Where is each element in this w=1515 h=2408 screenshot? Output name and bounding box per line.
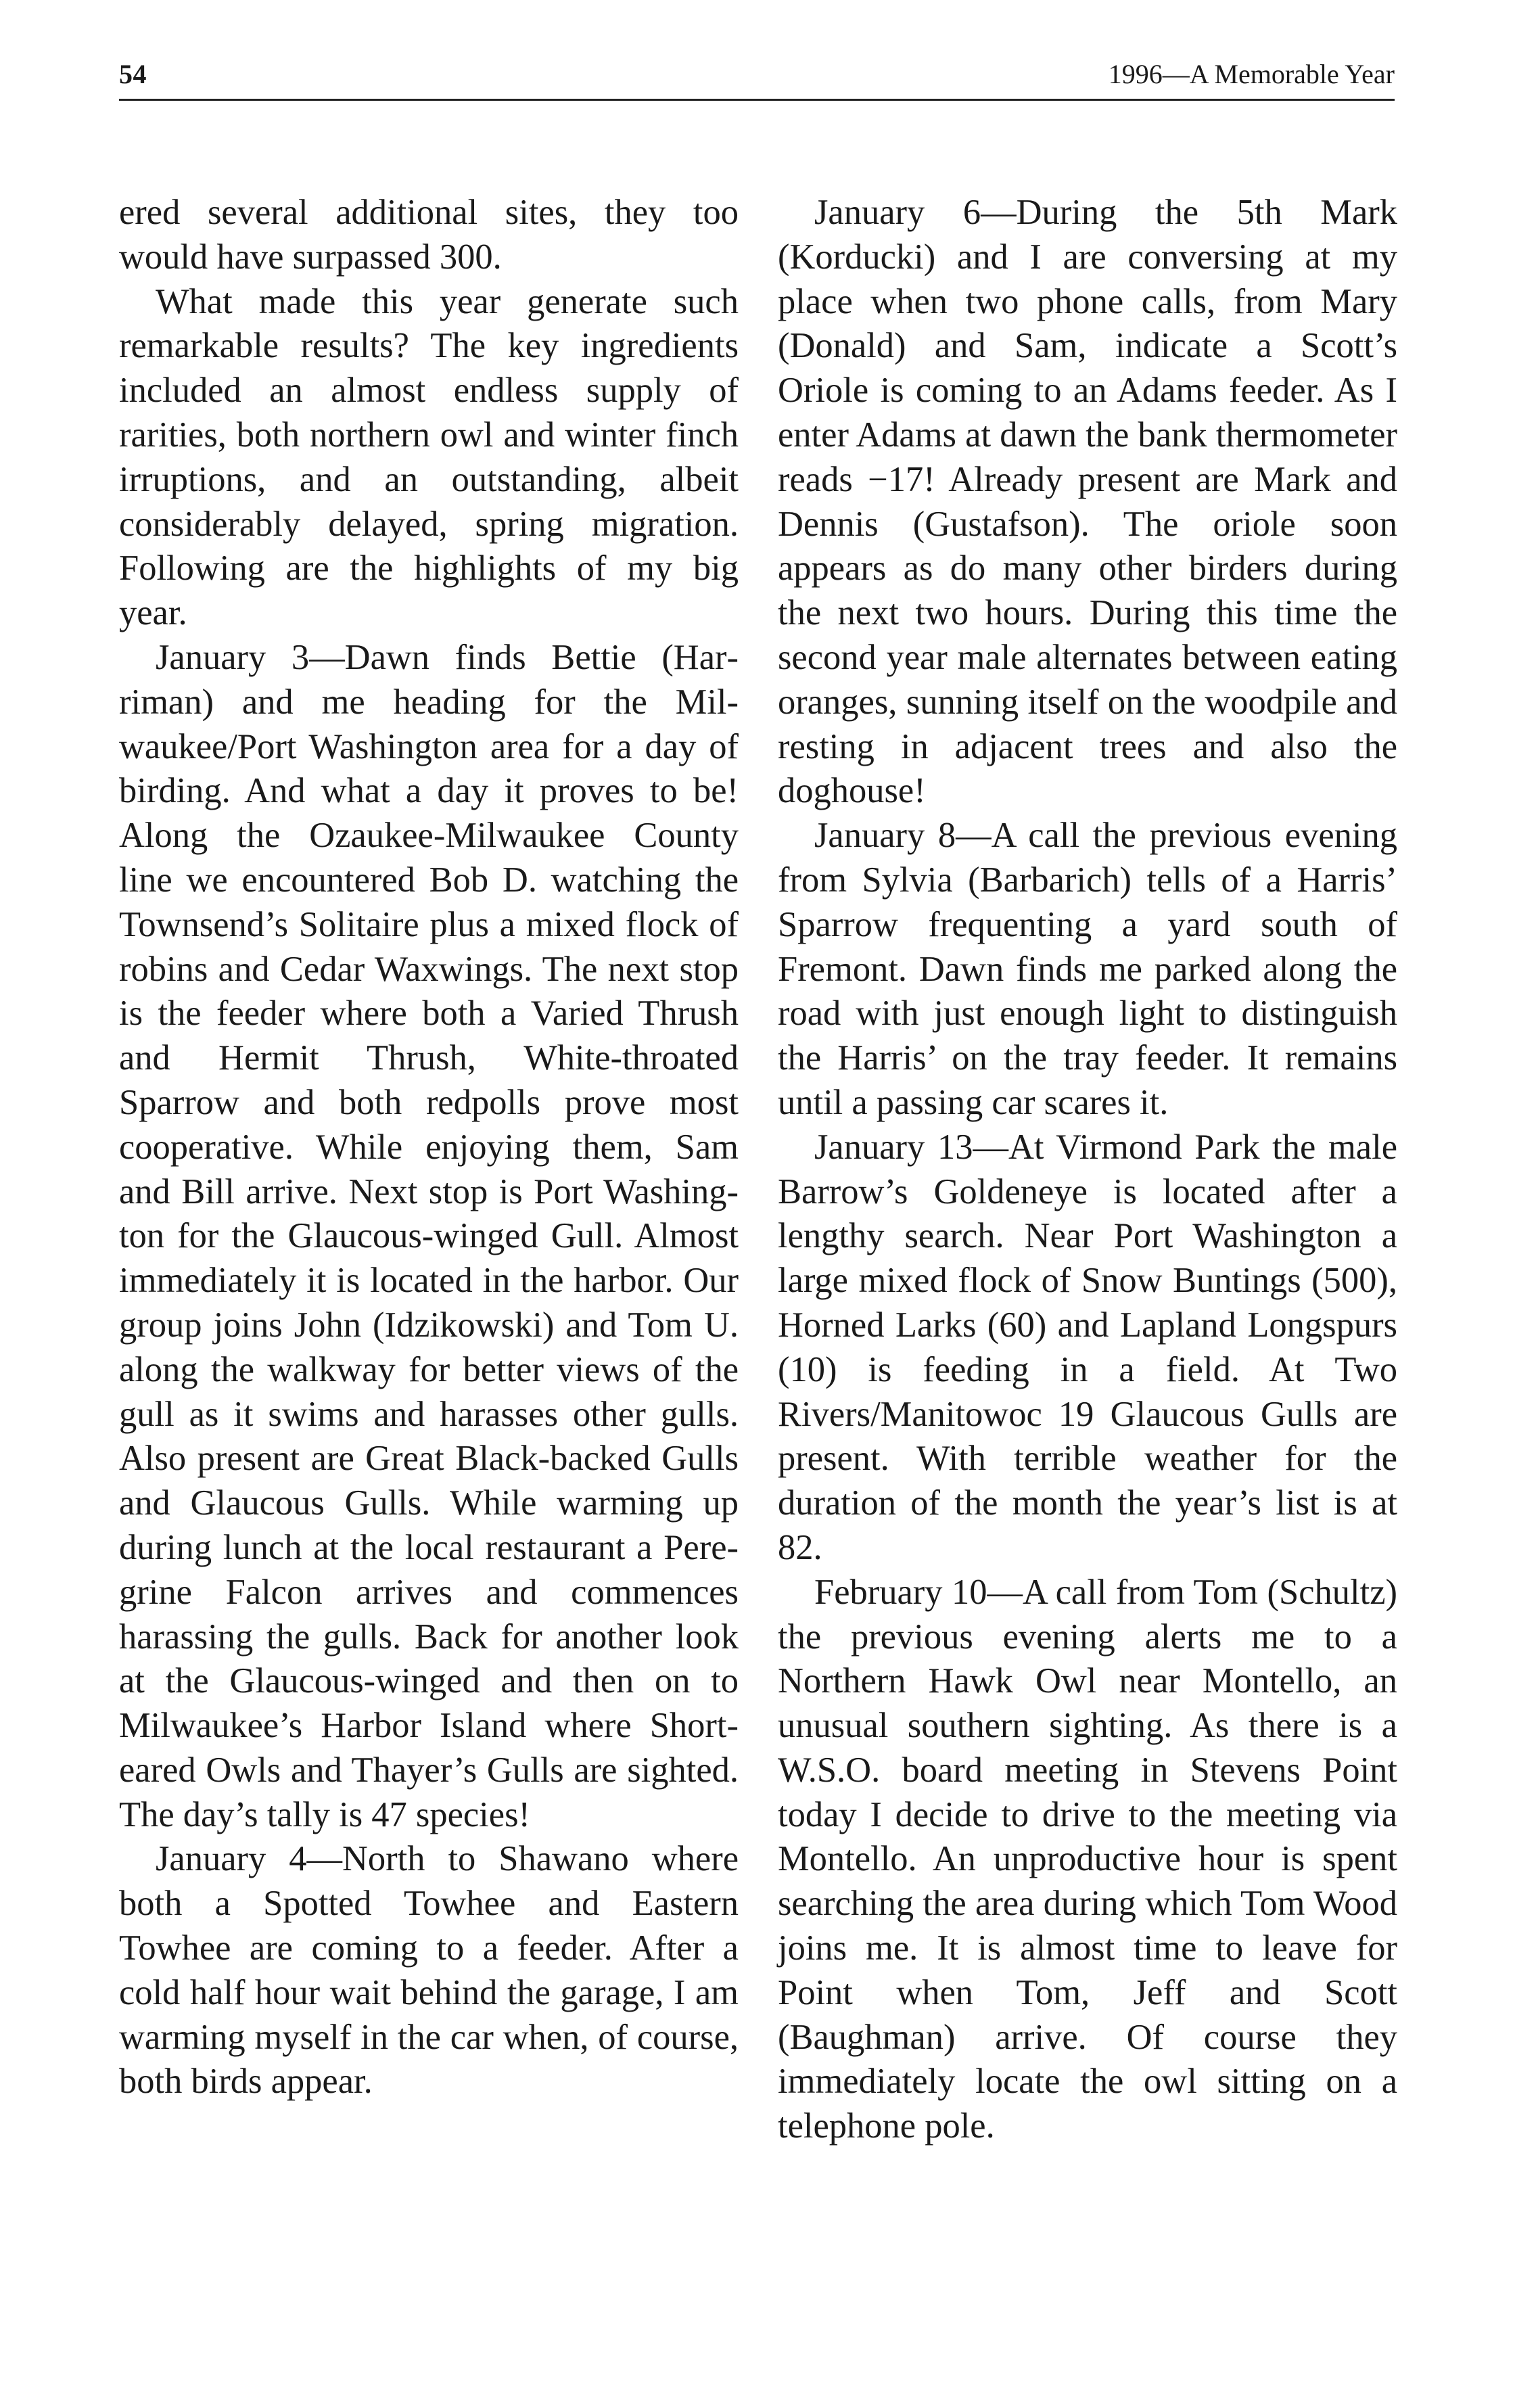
left-column bbox=[119, 191, 739, 2104]
running-header bbox=[119, 54, 1395, 101]
paragraph-january-6: January 6—During the 5th Mark (Korducki) and I are conversing at my place when two phone calls, from Mary (Donald) and Sam, indicate a Scott’s Oriole is coming to an Adams feeder. As I enter Adams at dawn the bank thermometer reads −17! Already present are Mark and Dennis (Gustafson). The oriole soon appears as do many other birders during the next two hours. During this time the second year male alternates between eating oranges, sunning itself on the woodpile and resting in adjacent trees and also the doghouse! bbox=[778, 193, 1397, 811]
right-column bbox=[778, 191, 1397, 2149]
paragraph-remarkable-results: What made this year generate such remarkable results? The key ingredients included an almost endless supply of rarities, both northern owl and winter finch irruptions, and an outstanding, albeit considerably delayed, spring migration. Following are the highlights of my big year. bbox=[119, 281, 739, 633]
paragraph-february-10: February 10—A call from Tom (Schultz) the previous evening alerts me to a Northern Hawk Owl near Montello, an unusual southern sighting. As there is a W.S.O. board meeting in Stevens Point today I decide to drive to the meeting via Montello. An unproductive hour is spent searching the area during which Tom Wood joins me. It is almost time to leave for Point when Tom, Jeff and Scott (Baughman) arrive. Of course they immediately locate the owl sitting on a telephone pole. bbox=[778, 1572, 1397, 2146]
paragraph-january-4: January 4—North to Shawano where both a Spotted Towhee and Eastern Towhee are coming to a feeder. After a cold half hour wait behind the garage, I am warming myself in the car when, of course, both birds appear. bbox=[119, 1839, 739, 2102]
page-number: 54 bbox=[119, 59, 147, 89]
paragraph-january-8: January 8—A call the previous evening from Sylvia (Barbarich) tells of a Harris’ Sparrow frequenting a yard south of Fremont. Dawn finds me parked along the road with just enough light to distinguish the Harris’ on the tray feeder. It remains until a passing car scares it. bbox=[778, 816, 1397, 1122]
paragraph-january-3: January 3—Dawn finds Bettie (Harriman) and me heading for the Milwaukee/Port Washington area for a day of birding. And what a day it proves to be! Along the Ozaukee-Milwaukee County line we encountered Bob D. watching the Townsend’s Solitaire plus a mixed flock of robins and Cedar Waxwings. The next stop is the feeder where both a Varied Thrush and Hermit Thrush, White-throated Sparrow and both redpolls prove most cooperative. While enjoying them, Sam and Bill arrive. Next stop is Port Washington for the Glaucous-winged Gull. Almost immediately it is located in the harbor. Our group joins John (Idzikowski) and Tom U. along the walkway for better views of the gull as it swims and harasses other gulls. Also present are Great Black-backed Gulls and Glaucous Gulls. While warming up during lunch at the local restaurant a Peregrine Falcon arrives and commences harassing the gulls. Back for another look at the Glaucous-winged and then on to Milwaukee’s Harbor Island where Short-eared Owls and Thayer’s Gulls are sighted. The day’s tally is 47 species! bbox=[119, 637, 739, 1834]
running-title: 1996—A Memorable Year bbox=[1108, 59, 1395, 89]
paragraph-january-13: January 13—At Virmond Park the male Barrow’s Goldeneye is located after a lengthy search. Near Port Washington a large mixed flock of Snow Buntings (500), Horned Larks (60) and Lapland Longspurs (10) is feeding in a field. At Two Rivers/Manitowoc 19 Glaucous Gulls are present. With terrible weather for the duration of the month the year’s list is at 82. bbox=[778, 1127, 1397, 1567]
paragraph-continued: ered several additional sites, they too would have surpassed 300. bbox=[119, 193, 739, 277]
